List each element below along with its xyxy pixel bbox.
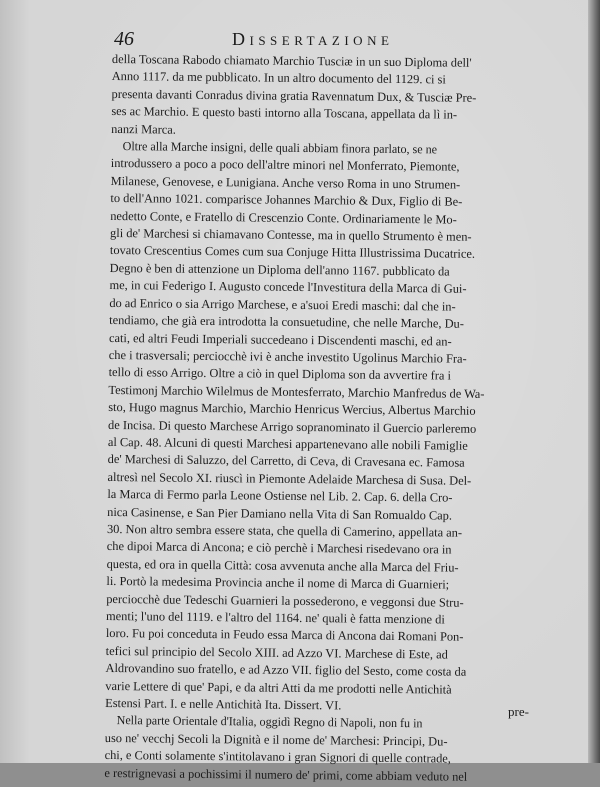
text-line: loro. Fu poi conceduta in Feudo essa Marca di Ancona dai Romani Pon-	[105, 626, 464, 645]
text-line: varie Lettere di que' Papi, e da altri Atti da me prodotti nelle Antichità	[105, 678, 452, 697]
text-line: gli de' Marchesi si chiamavano Contesse, ma in quello Strumento è men-	[110, 226, 472, 244]
text-line: Oltre alla Marche insigni, delle quali abbiam finora parlato, se ne	[122, 139, 438, 157]
text-line: tefici sul principio del Secolo XIII. ad Azzo VI. Marchese di Este, ad	[105, 643, 448, 662]
text-line: to dell'Anno 1021. comparisce Johannes Marchio & Dux, Figlio di Be-	[110, 191, 463, 209]
text-line: nica Casinense, e San Pier Damiano nella Vita di San Romualdo Cap.	[107, 504, 453, 523]
text-line: che i trasversali; perciocchè ivi è anche investito Ugolinus Marchio Fra-	[108, 347, 467, 366]
text-line: della Toscana Rabodo chiamato Marchio Tusciæ in un suo Diploma dell'	[111, 51, 472, 70]
text-line: che dipoi Marca di Ancona; e ciò perchè i Marchesi risedevano ora in	[106, 539, 452, 557]
text-line: nedetto Conte, e Fratello di Crescenzio Conte. Ordinariamente le Mo-	[110, 208, 457, 227]
running-head: Dissertazione	[232, 29, 394, 49]
text-line: li. Portò la medesima Provincia anche il nome di Marca di Guarnieri;	[106, 574, 450, 592]
text-line: tello di esso Arrigo. Oltre a ciò in quel Diploma son da avvertire fra i	[108, 365, 452, 383]
text-line: Anno 1117. da me pubblicato. In un altro documento del 1129. ci si	[111, 69, 446, 87]
text-line: Estensi Part. I. e nelle Antichità Ita. Dissert. VI.	[105, 695, 342, 713]
text-line: al Cap. 48. Alcuni di questi Marchesi appartenevano alle nobili Famiglie	[107, 434, 468, 453]
text-line: la Marca di Fermo parla Leone Ostiense nel Lib. 2. Cap. 6. della Cro-	[107, 487, 453, 505]
text-line: perciocchè due Tedeschi Guarnieri la possederono, e veggonsi due Stru-	[106, 591, 464, 610]
text-line: e restrignevasi a pochissimi il numero de' primi, come abbiam veduto nel	[104, 765, 468, 784]
text-line: Testimonj Marchio Wilelmus de Montesferrato, Marchio Manfredus de Wa-	[108, 382, 485, 401]
page-number: 46	[114, 28, 134, 50]
page-edge-shadow	[588, 0, 600, 763]
text-line: ses ac Marchio. E questo basti intorno alla Toscana, appellata da lì in-	[111, 104, 458, 122]
body-text	[104, 51, 542, 787]
text-line: Milanese, Genovese, e Lunigiana. Anche verso Roma in uno Strumen-	[110, 173, 461, 192]
text-line: questa, ed ora in quella Città: cosa avvenuta anche alla Marca del Friu-	[106, 556, 459, 575]
text-line: introdussero a poco a poco dell'altre minori nel Monferrato, Piemonte,	[110, 156, 460, 175]
text-line: altresì nel Secolo XI. riuscì in Piemonte Adelaide Marchesa di Susa. Del-	[107, 469, 472, 488]
text-line: nanzi Marca.	[111, 121, 176, 137]
text-line: Degno è ben di attenzione un Diploma dell'anno 1167. pubblicato da	[109, 260, 450, 279]
page-header	[114, 28, 546, 52]
catchword: pre-	[508, 704, 529, 719]
text-line: de' Marchesi di Saluzzo, del Carretto, di Ceva, di Cravesana ec. Famosa	[107, 452, 465, 471]
text-line: do ad Enrico o sia Arrigo Marchese, e a'suoi Eredi maschi: dal che in-	[109, 295, 456, 314]
text-line: uso ne' vecchj Secoli la Dignità e il nome de' Marchesi: Principi, Du-	[104, 730, 448, 749]
text-line: 30. Non altro sembra essere stata, che quella di Camerino, appellata an-	[106, 521, 463, 540]
text-line: me, in cui Federigo I. Augusto concede l'Investitura della Marca di Gui-	[109, 278, 467, 297]
text-line: chi, e Conti solamente s'intitolavano i gran Signori di quelle contrade,	[104, 748, 452, 766]
text-line: sto, Hugo magnus Marchio, Marchio Henricus Wercius, Albertus Marchio	[108, 400, 476, 418]
text-line: tovato Crescentius Comes cum sua Conjuge Hitta Illustrissima Ducatrice.	[109, 243, 476, 262]
text-line: Aldrovandino suo fratello, e ad Azzo VII. figlio del Sesto, come costa da	[105, 661, 467, 679]
text-line: menti; l'uno del 1119. e l'altro del 1164. ne' quali è fatta menzione di	[106, 608, 445, 627]
text-line: cati, ed altri Feudi Imperiali succedeano i Discendenti maschi, ed an-	[108, 330, 452, 349]
text-line: presenta davanti Conradus divina gratia Ravennatum Dux, & Tusciæ Pre-	[111, 86, 477, 105]
text-line: Nella parte Orientale d'Italia, oggidì Regno di Napoli, non fu in	[116, 713, 423, 731]
text-line: de Incisa. Di questo Marchese Arrigo sopranominato il Guercio parleremo	[108, 417, 477, 436]
text-line: tendiamo, che già era introdotta la consuetudine, che nelle Marche, Du-	[109, 313, 464, 331]
